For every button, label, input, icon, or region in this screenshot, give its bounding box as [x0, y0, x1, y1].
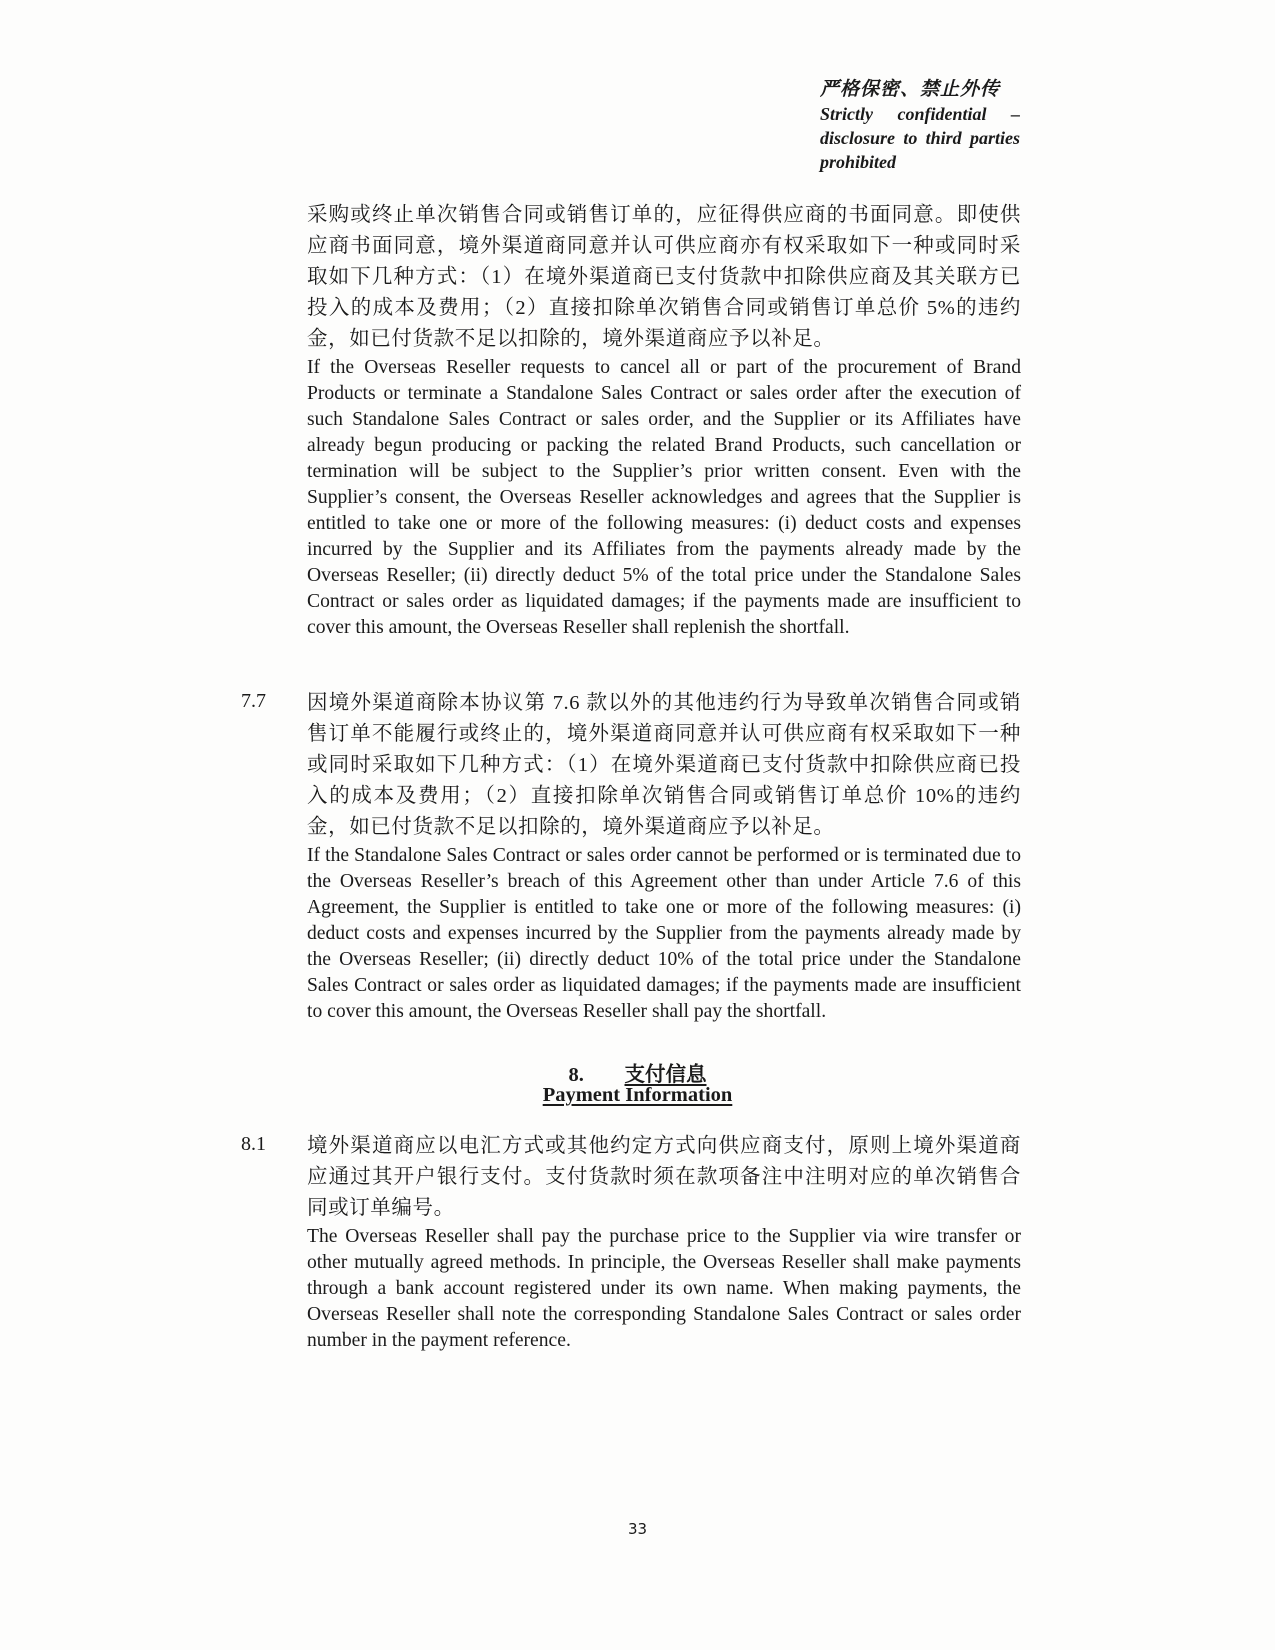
clause-7-7-text-en: If the Standalone Sales Contract or sales order cannot be performed or is terminated due to the Overseas Reseller’s breach of this Agreement other than under Article 7.6 of this Agreement, the Supplier is entitled to take one or more of the following measures: (i) deduct costs and expenses incurred by the Supplier from the payments already made by the Overseas Reseller; (ii) directly deduct 10% of the total price under the Standalone Sales Contract or sales order as liquidated damages; if the payments made are insufficient to cover this amount, the Overseas Reseller shall pay the shortfall.: [307, 845, 1021, 1022]
section-8-subheading: [0, 1084, 1275, 1107]
page-number: 33: [627, 1520, 648, 1538]
section-8-heading: [0, 1057, 1275, 1087]
section-8-number: 8.: [568, 1064, 584, 1086]
clause-7-6-text-zh: 采购或终止单次销售合同或销售订单的，应征得供应商的书面同意。即使供应商书面同意，境外渠道商同意并认可供应商亦有权采取如下一种或同时采取如下几种方式：（1）在境外渠道商已支付货款中扣除供应商及其关联方已投入的成本及费用；（2）直接扣除单次销售合同或销售订单总价 5%的违约金，如已付货款不足以扣除的，境外渠道商应予以补足。: [307, 204, 1021, 350]
clause-8-1: [307, 1131, 1021, 1354]
clause-7-6-continuation: [307, 200, 1021, 641]
confidentiality-notice: [820, 78, 1020, 174]
clause-8-1-text-zh: 境外渠道商应以电汇方式或其他约定方式向供应商支付，原则上境外渠道商应通过其开户银行支付。支付货款时须在款项备注中注明对应的单次销售合同或订单编号。: [307, 1135, 1021, 1219]
confidentiality-notice-en: Strictly confidential – disclosure to third parties prohibited: [820, 104, 1020, 172]
clause-7-6-text-en: If the Overseas Reseller requests to cancel all or part of the procurement of Brand Products or terminate a Standalone Sales Contract or sales order after the execution of such Standalone Sales Contract or sales order, and the Supplier or its Affiliates have already begun producing or packing the related Brand Products, such cancellation or termination will be subject to the Supplier’s prior written consent. Even with the Supplier’s consent, the Overseas Reseller acknowledges and agrees that the Supplier is entitled to take one or more of the following measures: (i) deduct costs and expenses incurred by the Supplier and its Affiliates from the payments already made by the Overseas Reseller; (ii) directly deduct 5% of the total price under the Standalone Sales Contract or sales order as liquidated damages; if the payments made are insufficient to cover this amount, the Overseas Reseller shall replenish the shortfall.: [307, 357, 1021, 638]
clause-8-1-number: 8.1: [241, 1133, 266, 1155]
clause-7-7-number: 7.7: [241, 690, 266, 712]
clause-7-7: [307, 688, 1021, 1025]
clause-7-7-text-zh: 因境外渠道商除本协议第 7.6 款以外的其他违约行为导致单次销售合同或销售订单不能履行或终止的，境外渠道商同意并认可供应商有权采取如下一种或同时采取如下几种方式：（1）在境外渠道商已支付货款中扣除供应商已投入的成本及费用；（2）直接扣除单次销售合同或销售订单总价 10%的违约金，如已付货款不足以扣除的，境外渠道商应予以补足。: [307, 692, 1021, 838]
section-8-title-zh: 支付信息: [624, 1064, 707, 1086]
clause-8-1-text-en: The Overseas Reseller shall pay the purchase price to the Supplier via wire transfer or other mutually agreed methods. In principle, the Overseas Reseller shall make payments through a bank account registered under its own name. When making payments, the Overseas Reseller shall note the corresponding Standalone Sales Contract or sales order number in the payment reference.: [307, 1226, 1021, 1351]
confidentiality-notice-zh: 严格保密、禁止外传: [820, 79, 1001, 100]
section-8-title-en: Payment Information: [542, 1084, 733, 1106]
